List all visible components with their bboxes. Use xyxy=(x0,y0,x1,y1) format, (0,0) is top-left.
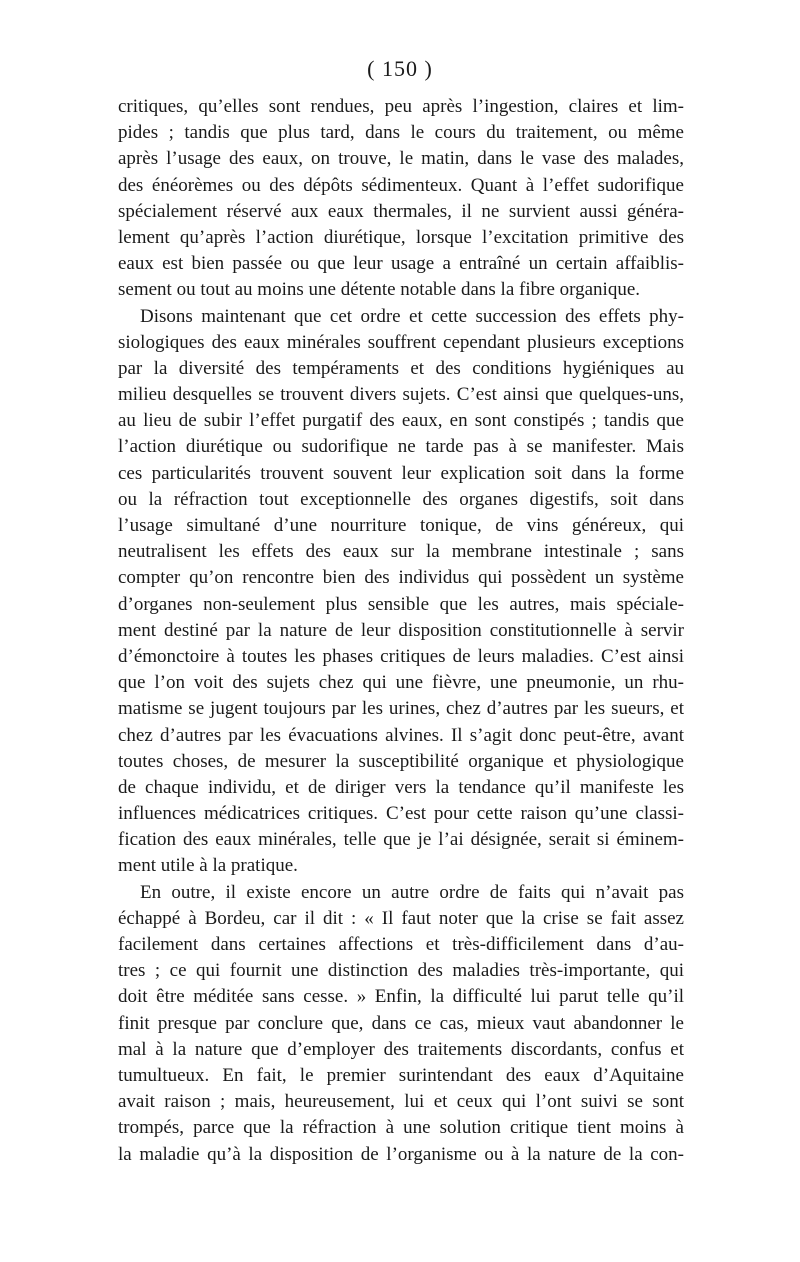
text-line: pides ; tandis que plus tard, dans le cours du traitement, ou même xyxy=(118,122,684,144)
text-line: trompés, parce que la réfraction à une solution critique tient moins à xyxy=(118,1117,684,1139)
text-line: après l’usage des eaux, on trouve, le matin, dans le vase des malades, xyxy=(118,148,684,170)
text-line: toutes choses, de mesurer la susceptibilité organique et physiologique xyxy=(118,750,684,772)
text-line: avait raison ; mais, heureusement, lui et ceux qui l’ont suivi se sont xyxy=(118,1091,684,1113)
text-line: milieu desquelles se trouvent divers sujets. C’est ainsi que quelques-uns, xyxy=(118,384,684,406)
text-line: eaux est bien passée ou que leur usage a entraîné un certain affaiblis- xyxy=(118,253,684,275)
text-line: d’émonctoire à toutes les phases critiques de leurs maladies. C’est ainsi xyxy=(118,645,684,667)
text-line: d’organes non-seulement plus sensible que les autres, mais spéciale- xyxy=(118,593,684,615)
text-line: par la diversité des tempéraments et des conditions hygiéniques au xyxy=(118,357,684,379)
text-line: Disons maintenant que cet ordre et cette succession des effets phy- xyxy=(140,305,684,327)
text-line: des énéorèmes ou des dépôts sédimenteux. Quant à l’effet sudorifique xyxy=(118,174,684,196)
text-line: finit presque par conclure que, dans ce cas, mieux vaut abandonner le xyxy=(118,1012,684,1034)
text-line: tumultueux. En fait, le premier surintendant des eaux d’Aquitaine xyxy=(118,1064,684,1086)
text-line: influences médicatrices critiques. C’est pour cette raison qu’une classi- xyxy=(118,803,684,825)
text-line: doit être méditée sans cesse. » Enfin, la difficulté lui parut telle qu’il xyxy=(118,986,684,1008)
text-line: compter qu’on rencontre bien des individus qui possèdent un système xyxy=(118,567,684,589)
text-line: l’action diurétique ou sudorifique ne tarde pas à se manifester. Mais xyxy=(118,436,684,458)
text-line: échappé à Bordeu, car il dit : « Il faut noter que la crise se fait assez xyxy=(118,907,684,929)
paragraph xyxy=(118,94,684,304)
text-line: que l’on voit des sujets chez qui une fièvre, une pneumonie, un rhu- xyxy=(118,672,684,694)
text-line: facilement dans certaines affections et très-difficilement dans d’au- xyxy=(118,934,684,955)
paragraph xyxy=(118,880,684,1168)
text-line: spécialement réservé aux eaux thermales, il ne survient aussi généra- xyxy=(118,200,684,222)
text-line: matisme se jugent toujours par les urines, chez d’autres par les sueurs, et xyxy=(118,698,684,720)
text-line: ou la réfraction tout exceptionnelle des organes digestifs, soit dans xyxy=(118,488,684,510)
text-line: au lieu de subir l’effet purgatif des eaux, en sont constipés ; tandis que xyxy=(118,410,684,432)
text-line: fication des eaux minérales, telle que je l’ai désignée, serait si éminem- xyxy=(118,829,684,851)
text-line: critiques, qu’elles sont rendues, peu après l’ingestion, claires et lim- xyxy=(118,96,684,117)
paragraph xyxy=(118,304,684,880)
text-line: l’usage simultané d’une nourriture tonique, de vins généreux, qui xyxy=(118,515,684,536)
text-line: siologiques des eaux minérales souffrent cependant plusieurs exceptions xyxy=(118,331,684,353)
text-line: chez d’autres par les évacuations alvines. Il s’agit donc peut-être, avant xyxy=(118,724,684,746)
page-number: ( 150 ) xyxy=(367,56,433,81)
text-line: neutralisent les effets des eaux sur la membrane intestinale ; sans xyxy=(118,541,684,563)
text-line: lement qu’après l’action diurétique, lorsque l’excitation primitive des xyxy=(118,226,684,248)
text-line: la maladie qu’à la disposition de l’organisme ou à la nature de la con- xyxy=(118,1143,684,1165)
text-line: sement ou tout au moins une détente notable dans la fibre organique. xyxy=(118,279,641,301)
text-line: ces particularités trouvent souvent leur explication soit dans la forme xyxy=(118,462,684,484)
text-line: de chaque individu, et de diriger vers la tendance qu’il manifeste les xyxy=(118,776,684,798)
text-line: mal à la nature que d’employer des traitements discordants, confus et xyxy=(118,1038,684,1060)
body-text xyxy=(118,94,684,1168)
text-line: ment destiné par la nature de leur disposition constitutionnelle à servir xyxy=(118,619,684,641)
text-line: En outre, il existe encore un autre ordre de faits qui n’avait pas xyxy=(140,881,684,903)
text-line: ment utile à la pratique. xyxy=(118,855,298,877)
text-line: tres ; ce qui fournit une distinction des maladies très-importante, qui xyxy=(118,960,684,982)
